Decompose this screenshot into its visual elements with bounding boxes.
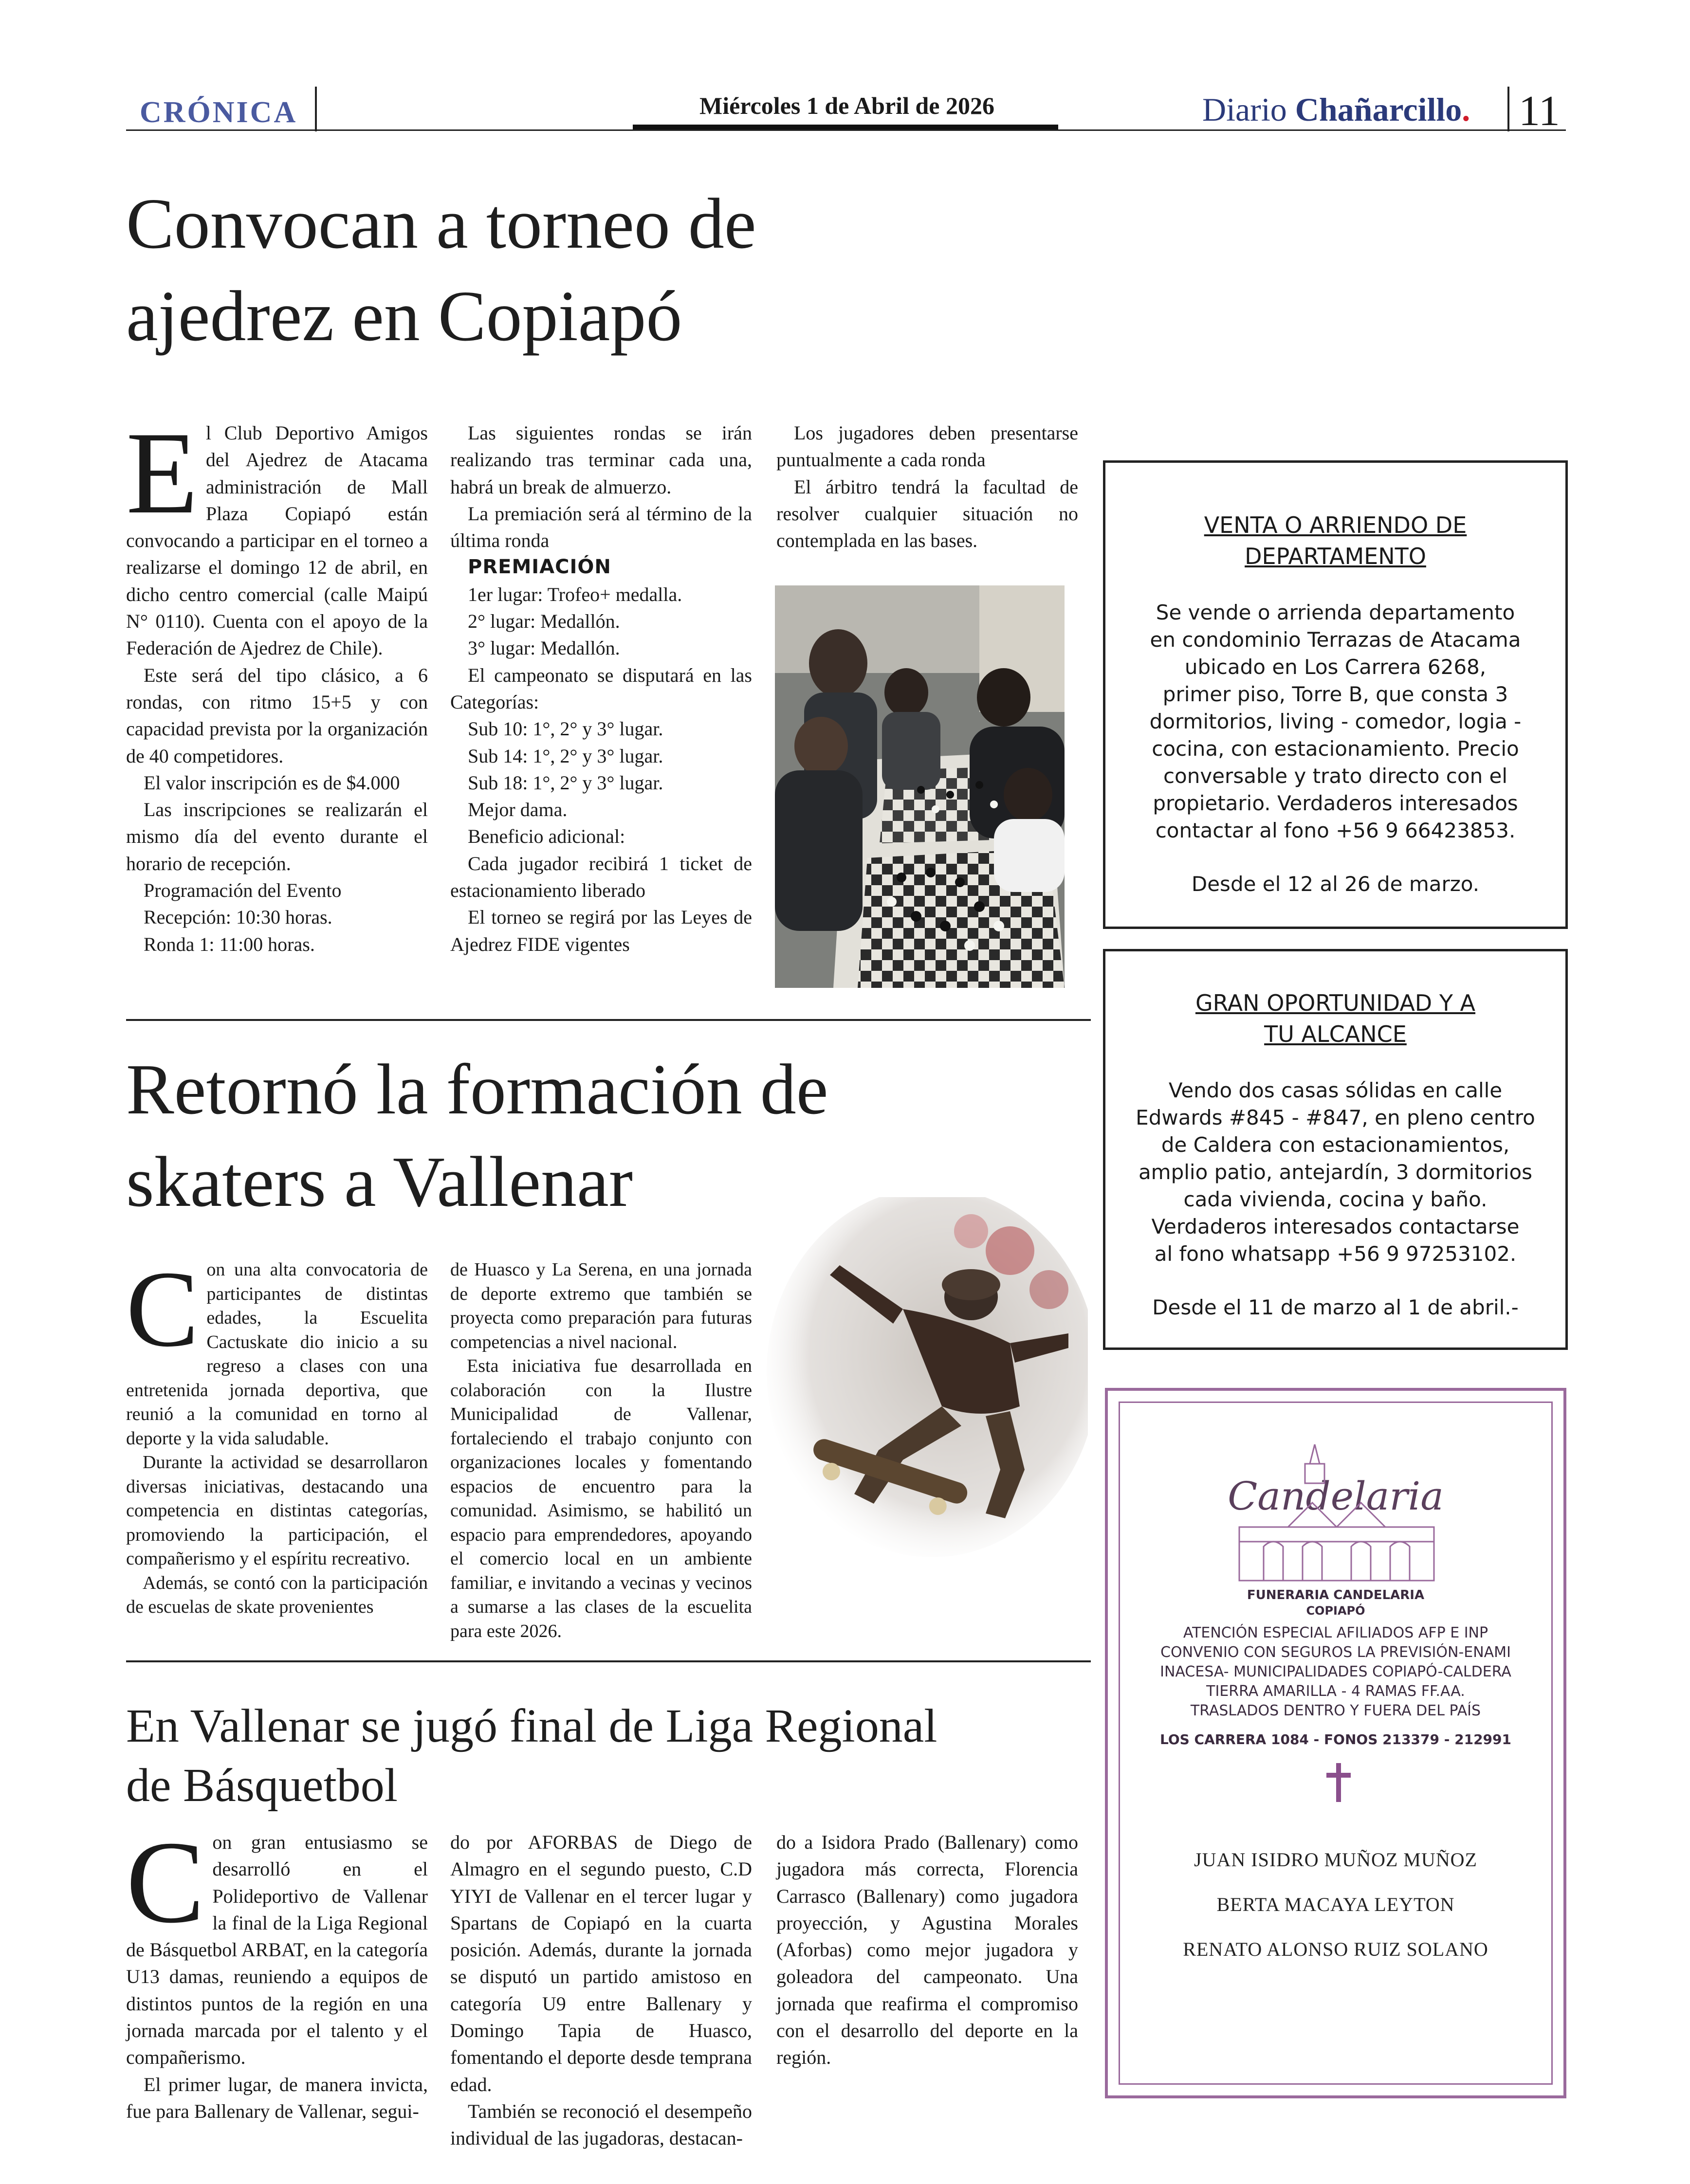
paper-prefix: Diario	[1202, 91, 1295, 128]
article3-paragraph: do a Isidora Prado (Ballenary) como jugadora más correcta, Florencia Carrasco (Ballenary) como jugadora proyección, y Agustina Morales (Aforbas) como mejor jugadora y goleadora del campeonato. Una jornada que reafirma el compromiso con el desarrollo del deporte en la región.	[776, 1831, 1078, 2069]
prize-subheading: PREMIACIÓN	[468, 556, 611, 579]
article1-paragraph: El árbitro tendrá la facultad de resolver cualquier situación no contemplada en las bases.	[776, 475, 1078, 552]
classified-ad-apartment	[1103, 460, 1568, 929]
ad1-body	[1105, 599, 1565, 844]
header-divider	[315, 87, 317, 131]
ad1-title-line1: VENTA O ARRIENDO DE	[1204, 512, 1467, 538]
funeral-service-line: TIERRA AMARILLA - 4 RAMAS FF.AA.	[1206, 1683, 1465, 1700]
article3-title-line2: de Básquetbol	[126, 1759, 398, 1812]
article1-paragraph: Las inscripciones se realizarán el mismo día del evento durante el horario de recepción.	[126, 799, 428, 874]
funeral-service-line: ATENCIÓN ESPECIAL AFILIADOS AFP E INP	[1183, 1624, 1488, 1641]
classified-ad-houses	[1103, 949, 1568, 1350]
article1-paragraph: El campeonato se disputará en las Categorías:	[450, 664, 752, 713]
article1-paragraph: 2° lugar: Medallón.	[468, 610, 620, 633]
funeral-services	[1108, 1623, 1563, 1721]
funeral-service-line: TRASLADOS DENTRO Y FUERA DEL PAÍS	[1190, 1702, 1481, 1719]
ad1-title-line2: DEPARTAMENTO	[1245, 543, 1426, 569]
deceased-name: BERTA MACAYA LEYTON	[1216, 1893, 1455, 1915]
ad1-dates: Desde el 12 al 26 de marzo.	[1191, 872, 1480, 896]
article1-paragraph: Ronda 1: 11:00 horas.	[144, 933, 315, 955]
article1-paragraph: La premiación será al término de la última ronda	[450, 502, 752, 552]
ad1-line: en condominio Terrazas de Atacama	[1150, 628, 1521, 652]
article1-paragraph: 3° lugar: Medallón.	[468, 637, 620, 659]
ad1-title	[1105, 510, 1565, 572]
ad1-line: conversable y trato directo con el	[1163, 764, 1508, 788]
article1-paragraph: Las siguientes rondas se irán realizando tras terminar cada una, habrá un break de almuerzo.	[450, 422, 752, 498]
page-number: 11	[1519, 88, 1560, 135]
ad1-line: cocina, con estacionamiento. Precio	[1152, 737, 1519, 761]
article3-title-line1: En Vallenar se jugó final de Liga Regional	[126, 1700, 937, 1752]
article1-paragraph: Este será del tipo clásico, a 6 rondas, con ritmo 15+5 y con capacidad prevista por la organización de 40 competidores.	[126, 664, 428, 767]
article2-title-line2: skaters a Vallenar	[126, 1142, 633, 1222]
article1-title-line2: ajedrez en Copiapó	[126, 276, 682, 356]
ad1-line: primer piso, Torre B, que consta 3	[1162, 682, 1508, 706]
article1-paragraph: El valor inscripción es de $4.000	[144, 771, 400, 794]
funeral-notice	[1105, 1388, 1566, 2098]
article1-dropcap: E	[126, 408, 198, 538]
article3-col2	[450, 1829, 752, 2152]
article1-paragraph: Sub 14: 1°, 2° y 3° lugar.	[468, 745, 663, 767]
funeral-company-city: COPIAPÓ	[1306, 1604, 1365, 1618]
funeral-company-name: FUNERARIA CANDELARIA	[1247, 1588, 1425, 1602]
ad2-title	[1105, 987, 1565, 1050]
article3-col1	[126, 1817, 428, 2125]
ad2-title-line2: TU ALCANCE	[1264, 1021, 1407, 1047]
article1-paragraph: El torneo se regirá por las Leyes de Ajedrez FIDE vigentes	[450, 906, 752, 955]
article1-col2	[450, 419, 752, 958]
ad1-line: contactar al fono +56 9 66423853.	[1155, 819, 1516, 842]
ad2-line: de Caldera con estacionamientos,	[1161, 1133, 1510, 1157]
article2-paragraph: Durante la actividad se desarrollaron diversas iniciativas, destacando una competencia en distintas categorías, promoviendo la participación, el compañerismo y el espíritu recreativo.	[126, 1452, 428, 1569]
section-name: CRÓNICA	[140, 96, 298, 129]
header-divider-2	[1507, 87, 1509, 131]
article3-paragraph: También se reconoció el desempeño individual de las jugadoras, destacan-	[450, 2100, 752, 2149]
header-rule	[126, 129, 1566, 131]
article1-col1	[126, 408, 428, 958]
article2-paragraph: on una alta convocatoria de participantes de distintas edades, la Escuelita Cactuskate dio inicio a su regreso a clases con una entretenida jornada deportiva, que reunió a la comunidad en torno al deporte y la vida saludable.	[126, 1259, 428, 1449]
funeral-service-line: INACESA- MUNICIPALIDADES COPIAPÓ-CALDERA	[1160, 1663, 1511, 1680]
issue-date: Miércoles 1 de Abril de 2026	[699, 92, 994, 119]
newspaper-name	[1202, 91, 1470, 129]
ad2-line: amplio patio, antejardín, 3 dormitorios	[1138, 1160, 1533, 1184]
chess-photo	[775, 585, 1065, 988]
ad2-line: Vendo dos casas sólidas en calle	[1168, 1078, 1503, 1102]
section-divider-1	[126, 1019, 1091, 1021]
ad2-title-line1: GRAN OPORTUNIDAD Y A	[1195, 990, 1476, 1016]
article3-paragraph: do por AFORBAS de Diego de Almagro en el segundo puesto, C.D YIYI de Vallenar en el tercer lugar y Spartans de Copiapó en la cuarta posición. Además, durante la jornada se disputó un partido amistoso en categoría U9 entre Ballenary y Domingo Tapia de Huasco, fomentando el deporte desde temprana edad.	[450, 1831, 752, 2095]
article1-paragraph: Los jugadores deben presentarse puntualmente a cada ronda	[776, 422, 1078, 471]
article1-paragraph: Recepción: 10:30 horas.	[144, 906, 332, 928]
article1-title	[126, 178, 1075, 363]
ad2-line: Edwards #845 - #847, en pleno centro	[1136, 1106, 1535, 1129]
deceased-name: RENATO ALONSO RUIZ SOLANO	[1183, 1938, 1488, 1960]
cross-icon	[1324, 1763, 1353, 1802]
article3-title	[126, 1696, 1090, 1815]
article3-paragraph: on gran entusiasmo se desarrolló en el Polideportivo de Vallenar la final de la Liga Regional de Básquetbol ARBAT, en la categoría U13 damas, reuniendo a equipos de distintos puntos de la región en una jornada marcada por el talento y el compañerismo.	[126, 1831, 428, 2069]
date-underline	[633, 125, 1058, 129]
ad2-body	[1105, 1077, 1565, 1268]
article2-paragraph: de Huasco y La Serena, en una jornada de deporte extremo que también se proyecta como preparación para futuras competencias a nivel nacional.	[450, 1259, 752, 1352]
funeral-contact: LOS CARRERA 1084 - FONOS 213379 - 212991	[1159, 1731, 1512, 1747]
ad2-line: Verdaderos interesados contactarse	[1151, 1215, 1520, 1238]
paper-dot: .	[1462, 91, 1470, 128]
ad1-line: dormitorios, living - comedor, logia -	[1149, 710, 1522, 733]
article2-col1	[126, 1249, 428, 1620]
ad2-line: al fono whatsapp +56 9 97253102.	[1154, 1242, 1517, 1266]
church-icon	[1234, 1444, 1439, 1590]
ad1-line: propietario. Verdaderos interesados	[1153, 791, 1518, 815]
article1-paragraph: l Club Deportivo Amigos del Ajedrez de Atacama administración de Mall Plaza Copiapó están convocando a participar en el torneo a realizarse el domingo 12 de abril, en dicho centro comercial (calle Maipú N° 0110). Cuenta con el apoyo de la Federación de Ajedrez de Chile).	[126, 422, 428, 659]
ad1-line: Se vende o arrienda departamento	[1156, 601, 1515, 624]
article3-dropcap: C	[126, 1817, 205, 1947]
skater-photo-illustration	[757, 1197, 1088, 1567]
article1-paragraph: Sub 10: 1°, 2° y 3° lugar.	[468, 718, 663, 740]
article1-paragraph: 1er lugar: Trofeo+ medalla.	[468, 583, 682, 605]
article1-col3	[776, 419, 1078, 554]
article1-paragraph: Programación del Evento	[144, 879, 342, 902]
ad1-line: ubicado en Los Carrera 6268,	[1184, 655, 1487, 679]
deceased-name: JUAN ISIDRO MUÑOZ MUÑOZ	[1194, 1849, 1477, 1871]
skater-photo	[757, 1197, 1088, 1567]
article2-dropcap: C	[126, 1249, 199, 1369]
funeral-service-line: CONVENIO CON SEGUROS LA PREVISIÓN-ENAMI	[1160, 1644, 1511, 1661]
article1-paragraph: Beneficio adicional:	[468, 825, 625, 848]
article2-col2	[450, 1258, 752, 1643]
article1-paragraph: Cada jugador recibirá 1 ticket de estacionamiento liberado	[450, 852, 752, 902]
ad2-line: cada vivienda, cocina y baño.	[1183, 1187, 1488, 1211]
ad2-dates: Desde el 11 de marzo al 1 de abril.-	[1152, 1295, 1519, 1319]
article3-paragraph: El primer lugar, de manera invicta, fue para Ballenary de Vallenar, segui-	[126, 2073, 428, 2122]
article1-title-line1: Convocan a torneo de	[126, 184, 756, 264]
paper-brand: Chañarcillo	[1295, 91, 1462, 128]
article3-col3	[776, 1829, 1078, 2071]
section-divider-2	[126, 1660, 1091, 1662]
chess-photo-illustration	[775, 585, 1065, 988]
article2-title-line1: Retornó la formación de	[126, 1050, 828, 1129]
article2-paragraph: Además, se contó con la participación de escuelas de skate provenientes	[126, 1572, 428, 1617]
article2-paragraph: Esta iniciativa fue desarrollada en colaboración con la Ilustre Municipalidad de Vallenar, fortaleciendo el trabajo conjunto con organizaciones locales y fomentando espacios de encuentro para la comunidad. Asimismo, se habilitó un espacio para emprendedores, apoyando el comercio local en un ambiente familiar, e invitando a vecinas y vecinos a sumarse a las clases de la escuelita para este 2026.	[450, 1356, 752, 1641]
funeral-logo-text: Candelaria	[1228, 1474, 1444, 1519]
article1-paragraph: Mejor dama.	[468, 799, 568, 821]
article1-paragraph: Sub 18: 1°, 2° y 3° lugar.	[468, 771, 663, 794]
